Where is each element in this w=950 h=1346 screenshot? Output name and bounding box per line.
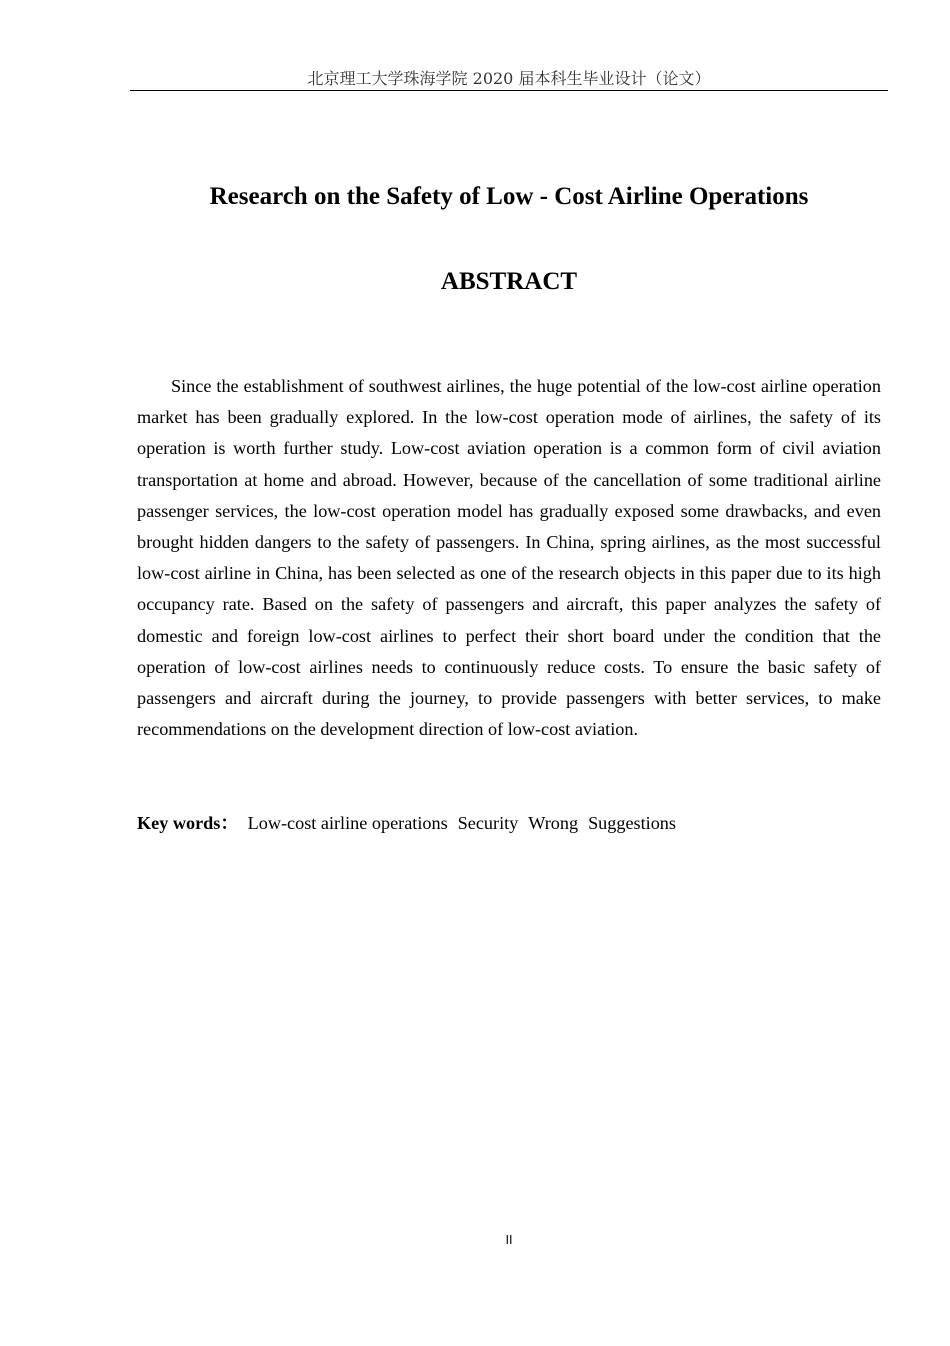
running-header: 北京理工大学珠海学院 2020 届本科生毕业设计（论文） — [307, 69, 711, 88]
keyword-item: Wrong — [528, 813, 579, 833]
abstract-heading: ABSTRACT — [440, 268, 578, 295]
keyword-item: Low-cost airline operations — [247, 813, 448, 833]
keyword-item: Suggestions — [588, 813, 676, 833]
page-number: II — [505, 1233, 513, 1247]
header-divider — [130, 90, 888, 91]
keyword-item: Security — [457, 813, 519, 833]
abstract-paragraph: Since the establishment of southwest airlines, the huge potential of the low-cost airline operation market has been gradually explored. In the low-cost operation mode of airlines, the safety of its operation is worth further study. Low-cost aviation operation is a common form of civil aviation transportation at home and abroad. However, because of the cancellation of some traditional airline passenger services, the low-cost operation model has gradually exposed some drawbacks, and even brought hidden dangers to the safety of passengers. In China, spring airlines, as the most successful low-cost airline in China, has been selected as one of the research objects in this paper due to its high occupancy rate. Based on the safety of passengers and aircraft, this paper analyzes the safety of domestic and foreign low-cost airlines to perfect their short board under the condition that the operation of low-cost airlines needs to continuously reduce costs. To ensure the basic safety of passengers and aircraft during the journey, to provide passengers with better services, to make recommendations on the development direction of low-cost aviation. — [137, 376, 881, 740]
document-title: Research on the Safety of Low - Cost Airline Operations — [209, 183, 809, 210]
keywords-label: Key words： — [137, 813, 239, 833]
keywords-line — [137, 808, 881, 839]
